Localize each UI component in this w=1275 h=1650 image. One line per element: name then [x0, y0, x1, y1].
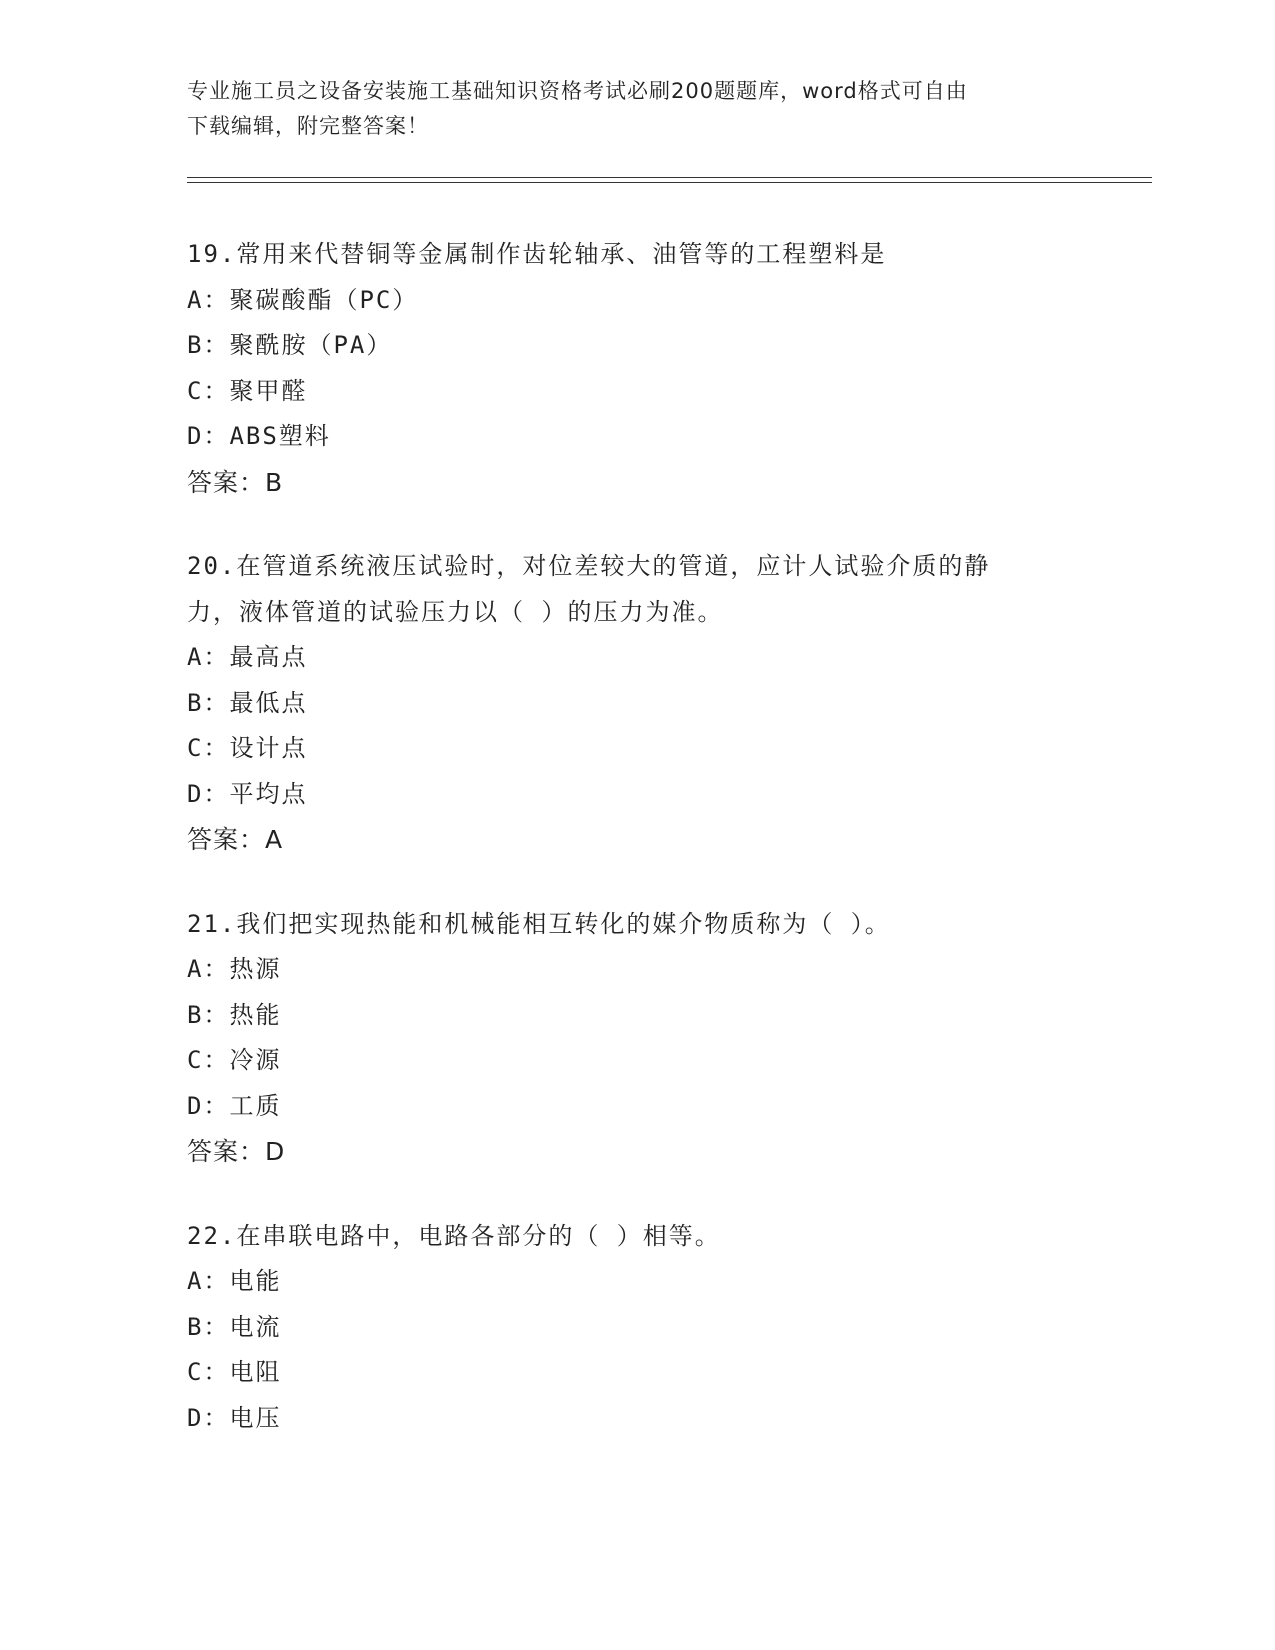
option-c: C：聚甲醛 [187, 376, 308, 405]
option-b: B：最低点 [187, 688, 308, 717]
option-b: B：聚酰胺（PA） [187, 331, 393, 359]
answer-label: 答案：D [187, 1137, 286, 1166]
question-text: 我们把实现热能和机械能相互转化的媒介物质称为（ ）。 [236, 909, 891, 938]
option-d: D：平均点 [187, 779, 308, 808]
header-divider-top [187, 177, 1152, 178]
option-a: A：最高点 [187, 643, 308, 671]
header-title-line-2: 下载编辑，附完整答案！ [187, 114, 429, 138]
question-20 [187, 544, 1087, 863]
question-stem [187, 902, 1087, 948]
option-b: B：电流 [187, 1312, 282, 1341]
header-title-line-1: 专业施工员之设备安装施工基础知识资格考试必刷200题题库，word格式可自由 [187, 79, 968, 103]
question-text-line-2: 力，液体管道的试验压力以（ ）的压力为准。 [187, 597, 724, 626]
option-c: C：电阻 [187, 1358, 282, 1386]
option-d: D：工质 [187, 1091, 282, 1120]
question-text: 常用来代替铜等金属制作齿轮轴承、油管等的工程塑料是 [236, 240, 887, 268]
header-divider-bottom [187, 182, 1152, 183]
question-text: 在串联电路中，电路各部分的（ ）相等。 [236, 1221, 721, 1250]
question-number: 19. [187, 240, 237, 268]
question-number: 21. [187, 909, 237, 938]
answer-label: 答案：B [187, 467, 284, 497]
question-number: 20. [187, 552, 237, 580]
question-stem [187, 544, 1087, 590]
question-22 [187, 1214, 1087, 1442]
question-list [187, 232, 1087, 1480]
option-d: D：ABS塑料 [187, 422, 331, 450]
option-d: D：电压 [187, 1403, 282, 1432]
document-header [187, 74, 1067, 144]
option-b: B：热能 [187, 1000, 282, 1029]
answer-label: 答案：A [187, 825, 284, 854]
question-stem [187, 1214, 1087, 1260]
question-number: 22. [187, 1221, 237, 1250]
question-21 [187, 902, 1087, 1175]
option-a: A：热源 [187, 955, 282, 983]
option-c: C：设计点 [187, 734, 308, 762]
option-a: A：电能 [187, 1267, 282, 1295]
option-a: A：聚碳酸酯（PC） [187, 285, 419, 314]
question-19 [187, 232, 1087, 505]
question-text-line-1: 在管道系统液压试验时，对位差较大的管道，应计人试验介质的静 [236, 552, 991, 580]
question-stem [187, 232, 1087, 278]
option-c: C：冷源 [187, 1046, 282, 1074]
